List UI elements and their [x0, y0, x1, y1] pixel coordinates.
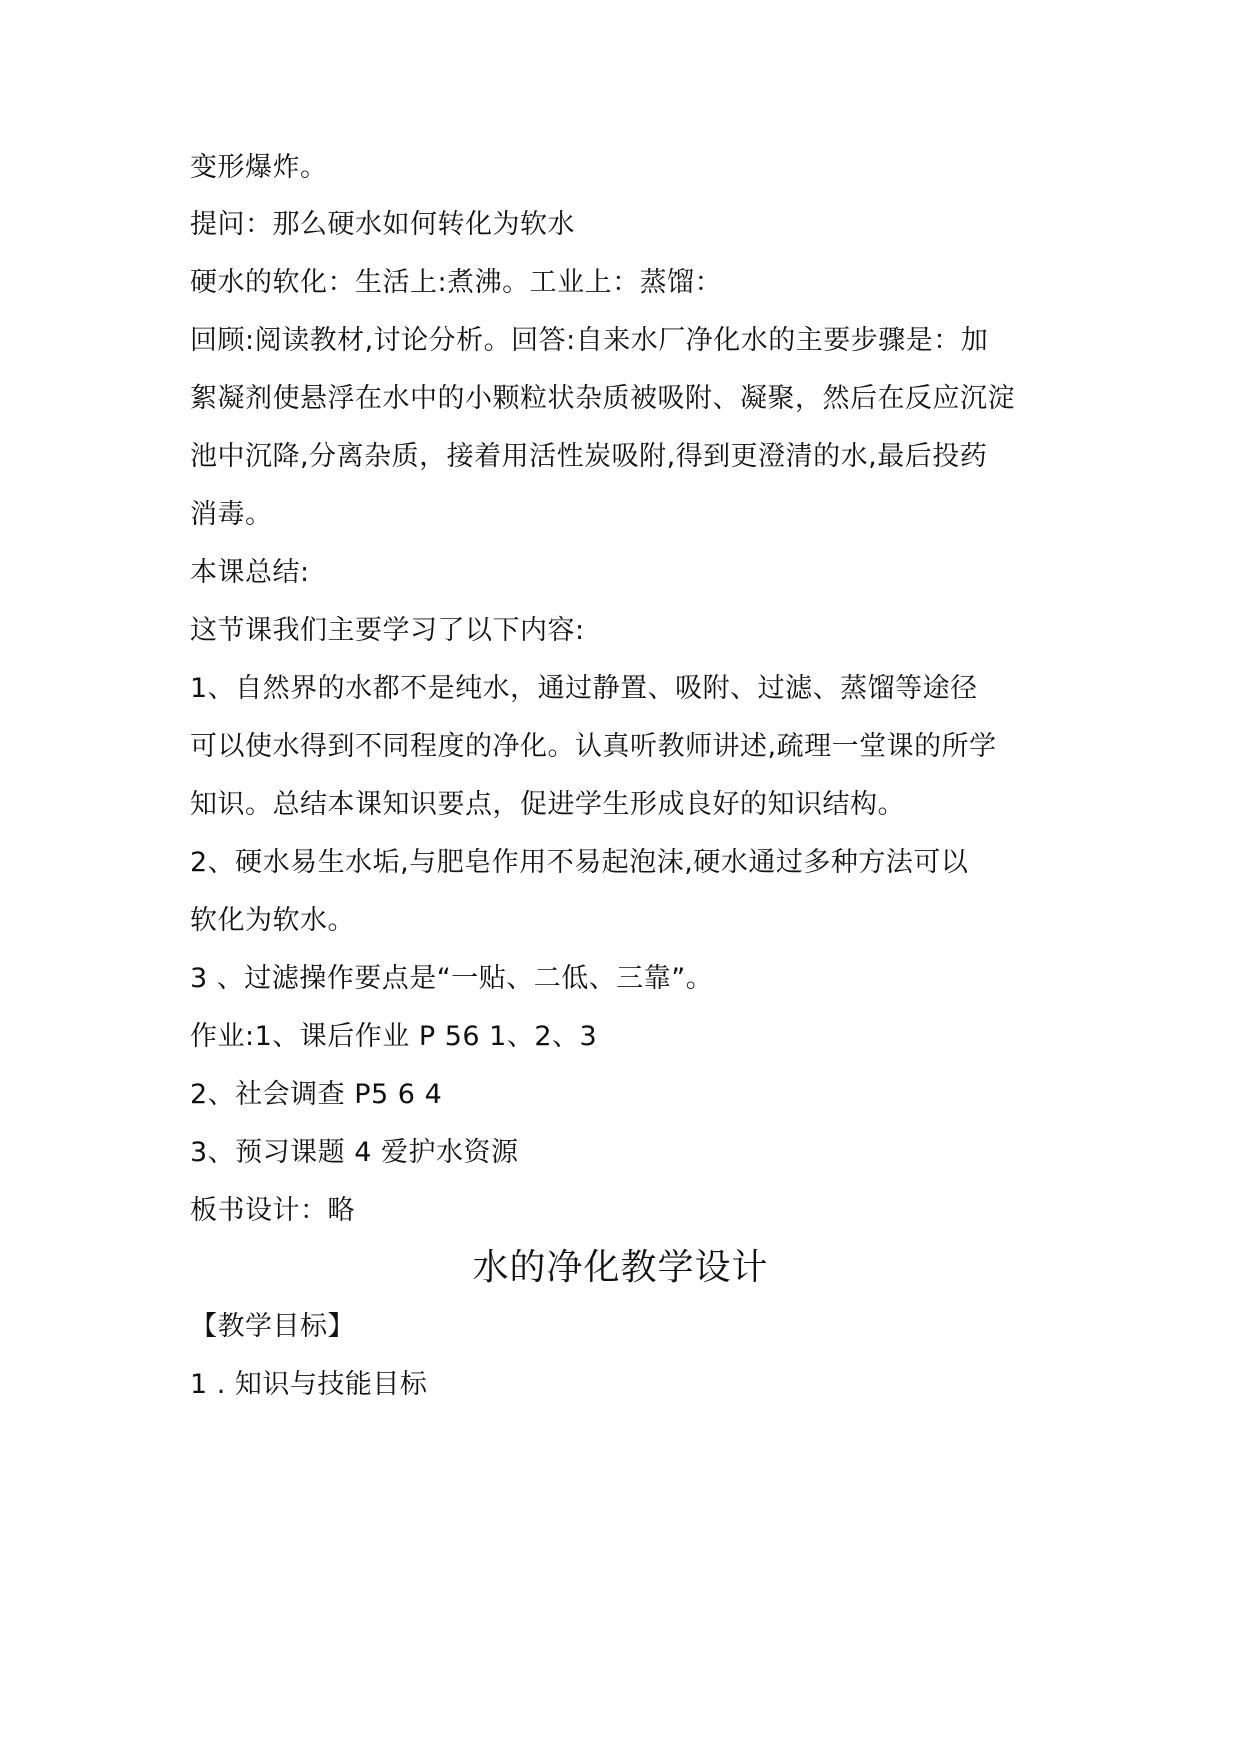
paragraph-line: 知识。总结本课知识要点，促进学生形成良好的知识结构。 — [190, 789, 905, 820]
paragraph-line: 1、自然界的水都不是纯水，通过静置、吸附、过滤、蒸馏等途径 — [190, 673, 978, 704]
paragraph-line: 软化为软水。 — [190, 905, 355, 936]
document-title: 水的净化教学设计 — [472, 1247, 769, 1288]
paragraph-line: 消毒。 — [190, 499, 273, 530]
paragraph-line: 池中沉降,分离杂质，接着用活性炭吸附,得到更澄清的水,最后投药 — [190, 441, 988, 472]
paragraph-line: 2、社会调查 P5 6 4 — [190, 1079, 443, 1110]
paragraph-line: 作业:1、课后作业 P 56 1、2、3 — [190, 1021, 598, 1052]
section-heading: 【教学目标】 — [190, 1311, 355, 1342]
paragraph-line: 可以使水得到不同程度的净化。认真听教师讲述,疏理一堂课的所学 — [190, 731, 997, 762]
paragraph-line: 变形爆炸。 — [190, 152, 328, 183]
paragraph-line: 絮凝剂使悬浮在水中的小颗粒状杂质被吸附、凝聚，然后在反应沉淀 — [190, 383, 1015, 414]
paragraph-line: 回顾:阅读教材,讨论分析。回答:自来水厂净化水的主要步骤是：加 — [190, 325, 989, 356]
paragraph-line: 这节课我们主要学习了以下内容: — [190, 615, 585, 646]
paragraph-line: 提问：那么硬水如何转化为软水 — [190, 209, 575, 240]
paragraph-line: 本课总结: — [190, 557, 310, 588]
paragraph-line: 3、预习课题 4 爱护水资源 — [190, 1137, 519, 1168]
paragraph-line: 2、硬水易生水垢,与肥皂作用不易起泡沫,硬水通过多种方法可以 — [190, 847, 969, 878]
subsection-heading: 1 . 知识与技能目标 — [190, 1369, 428, 1400]
paragraph-line: 硬水的软化：生活上:煮沸。工业上：蒸馏： — [190, 267, 723, 298]
paragraph-line: 板书设计：略 — [190, 1195, 355, 1226]
paragraph-line: 3 、过滤操作要点是“一贴、二低、三靠”。 — [190, 963, 714, 994]
